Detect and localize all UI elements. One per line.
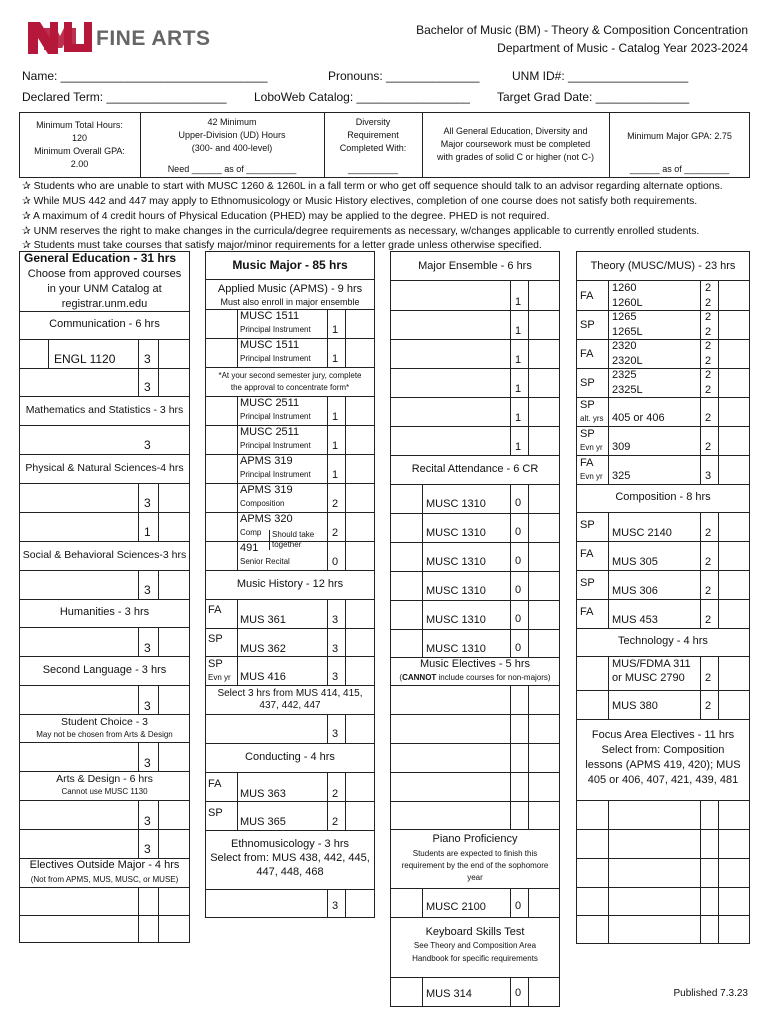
math-credit: 3: [144, 438, 151, 452]
principal-instrument-a: Principal Instrument: [240, 325, 311, 334]
ud-line1: 42 Minimum: [207, 117, 257, 127]
physical-sciences-heading: Physical & Natural Sciences-4 hrs: [25, 462, 184, 474]
mus-361-credit: 3: [332, 614, 339, 626]
musc-1310-1: MUSC 1310: [426, 498, 486, 510]
gened-title: General Education - 31 hrs: [24, 251, 177, 265]
page-subtitle: Department of Music - Catalog Year 2023-2024: [497, 41, 748, 55]
mus-306-credit: 2: [705, 585, 712, 597]
mus-361: MUS 361: [240, 614, 286, 626]
musc-1260l: 1260L: [612, 297, 643, 309]
mus-405-credit: 2: [705, 412, 712, 424]
piano-note-2: requirement by the end of the sophomore: [401, 861, 549, 870]
ethno-credit: 3: [332, 900, 339, 912]
mus-325: 325: [612, 470, 631, 482]
theory-fa-2: FA: [580, 348, 594, 360]
min-total-value: 120: [71, 133, 88, 143]
musc-2325: 2325: [612, 369, 637, 381]
comp-label: Comp: [240, 528, 262, 537]
senior-recital-label: Senior Recital: [240, 557, 290, 566]
piano-note-1: Students are expected to finish this: [412, 849, 538, 858]
diversity-line3: Completed With:: [339, 143, 407, 153]
engl-1120: ENGL 1120: [54, 352, 116, 366]
musc-1310-3: MUSC 1310: [426, 556, 486, 568]
musc-2320: 2320: [612, 340, 637, 352]
keyboard-note-1: See Theory and Composition Area: [413, 941, 537, 950]
music-history-heading: Music History - 12 hrs: [236, 578, 344, 590]
technology-heading: Technology - 4 hrs: [618, 635, 708, 647]
mus-405-406: 405 or 406: [612, 412, 665, 424]
principal-instrument-b: Principal Instrument: [240, 354, 311, 363]
mus-309-credit: 2: [705, 441, 712, 453]
keyboard-skills-heading: Keyboard Skills Test: [425, 926, 525, 938]
history-sp: SP: [208, 633, 223, 645]
applied-music-heading: Applied Music (APMS) - 9 hrs: [217, 283, 363, 295]
phys-credit-1: 1: [144, 525, 151, 539]
ensemble-credit-5: 1: [515, 412, 522, 424]
musc-2511-b-credit: 1: [332, 440, 339, 452]
apms-491-credit: 0: [332, 556, 339, 568]
ud-need-field[interactable]: Need ______ as of __________: [167, 164, 297, 174]
musc-1265l-credit: 2: [705, 326, 712, 338]
mus-325-credit: 3: [705, 470, 712, 482]
musc-1310-6-credit: 0: [515, 642, 522, 654]
together-note: together: [272, 540, 302, 549]
apms-319-b: APMS 319: [240, 484, 293, 496]
major-ensemble-heading: Major Ensemble - 6 hrs: [418, 260, 532, 272]
diversity-line1: Diversity: [355, 117, 391, 127]
mus-380-credit: 2: [705, 700, 712, 712]
target-grad-field[interactable]: Target Grad Date: ______________: [497, 90, 690, 104]
ensemble-credit-2: 1: [515, 325, 522, 337]
min-total-label: Minimum Total Hours:: [36, 120, 123, 130]
gened-sub1: Choose from approved courses: [27, 268, 182, 280]
gen-line1: All General Education, Diversity and: [443, 126, 588, 136]
mus-314-credit: 0: [515, 987, 522, 999]
mus-416-credit: 3: [332, 671, 339, 683]
musc-1310-5-credit: 0: [515, 613, 522, 625]
history-sp-2: SP: [208, 658, 223, 670]
jury-note-2: the approval to concentrate form*: [230, 383, 350, 392]
theory-sp-3: SP: [580, 399, 595, 411]
focus-line-2: Select from: Composition: [601, 744, 725, 756]
history-even-year: Evn yr: [208, 673, 231, 682]
language-heading: Second Language - 3 hrs: [42, 664, 167, 676]
musc-1310-2-credit: 0: [515, 526, 522, 538]
musc-2100-credit: 0: [515, 900, 522, 912]
declared-term-field[interactable]: Declared Term: __________________: [22, 90, 227, 104]
gen-line2: Major coursework must be completed: [440, 139, 591, 149]
theory-fa-1: FA: [580, 290, 594, 302]
piano-note-3: year: [467, 873, 483, 882]
comp-sp-2: SP: [580, 577, 595, 589]
note-5: ✰ Students must take courses that satisfy major/minor requirements for a letter grade unless otherwise specified.: [22, 240, 542, 251]
musc-1310-4-credit: 0: [515, 584, 522, 596]
major-gpa-field[interactable]: ______ as of _________: [629, 164, 730, 174]
choice-credit: 3: [144, 756, 151, 770]
math-heading: Mathematics and Statistics - 3 hrs: [25, 404, 184, 416]
music-electives-note: (CANNOT include courses for non-majors): [399, 673, 551, 682]
gened-sub3: registrar.unm.edu: [61, 298, 148, 310]
lang-credit: 3: [144, 699, 151, 713]
should-take-note: Should take: [272, 530, 315, 539]
principal-instrument-c: Principal Instrument: [240, 412, 311, 421]
tech-1-credit: 2: [705, 672, 712, 684]
musc-1310-3-credit: 0: [515, 555, 522, 567]
keyboard-note-2: Handbook for specific requirements: [412, 954, 538, 963]
musc-2325l: 2325L: [612, 384, 643, 396]
recital-attendance-heading: Recital Attendance - 6 CR: [411, 463, 539, 475]
fine-arts-logo-text: FINE ARTS: [96, 27, 211, 50]
arts-note: Cannot use MUSC 1130: [61, 787, 148, 796]
musc-2511-a: MUSC 2511: [240, 397, 300, 409]
musc-2325l-credit: 2: [705, 384, 712, 396]
theory-alt-years: alt. yrs: [580, 414, 604, 423]
theory-even-year-1: Evn yr: [580, 443, 603, 452]
unm-logo-icon: [26, 18, 92, 58]
name-field[interactable]: Name: _______________________________: [22, 69, 268, 83]
mus-363-credit: 2: [332, 788, 339, 800]
apms-320-credit: 2: [332, 527, 339, 539]
composition-heading: Composition - 8 hrs: [615, 491, 711, 503]
mus-309: 309: [612, 441, 631, 453]
comp-sp-1: SP: [580, 519, 595, 531]
musc-1260-credit: 2: [705, 282, 712, 294]
diversity-line2: Requirement: [347, 130, 399, 140]
arts-credit-1: 3: [144, 814, 151, 828]
apms-320: APMS 320: [240, 513, 293, 525]
musc-1511-b-credit: 1: [332, 353, 339, 365]
mus-362-credit: 3: [332, 643, 339, 655]
min-gpa-label: Minimum Overall GPA:: [34, 146, 125, 156]
theory-column: [576, 251, 750, 944]
musc-1265-credit: 2: [705, 311, 712, 323]
musc-2100: MUSC 2100: [426, 901, 486, 913]
piano-proficiency-heading: Piano Proficiency: [432, 833, 518, 845]
musc-1511-a: MUSC 1511: [240, 310, 300, 322]
mus-453-credit: 2: [705, 614, 712, 626]
musc-1260: 1260: [612, 282, 637, 294]
mus-416: MUS 416: [240, 671, 286, 683]
electives-note: (Not from APMS, MUS, MUSC, or MUSE): [30, 875, 179, 884]
ensemble-credit-6: 1: [515, 441, 522, 453]
theory-even-year-2: Evn yr: [580, 472, 603, 481]
musc-1310-4: MUSC 1310: [426, 585, 486, 597]
theory-fa-3: FA: [580, 457, 594, 469]
musc-2140-credit: 2: [705, 527, 712, 539]
musc-2325-credit: 2: [705, 369, 712, 381]
musc-2320l-credit: 2: [705, 355, 712, 367]
engl-credit: 3: [144, 352, 151, 366]
composition-label: Composition: [240, 499, 285, 508]
musc-2320l: 2320L: [612, 355, 643, 367]
jury-note-1: *At your second semester jury, complete: [218, 371, 362, 380]
ensemble-credit-4: 1: [515, 383, 522, 395]
mus-453: MUS 453: [612, 614, 658, 626]
note-2: ✰ While MUS 442 and 447 may apply to Ethnomusicology or Music History electives, completion of one course does not satisfy both requirements.: [22, 196, 698, 207]
page-title: Bachelor of Music (BM) - Theory & Composition Concentration: [416, 23, 748, 37]
mus-365-credit: 2: [332, 816, 339, 828]
mus-363: MUS 363: [240, 788, 286, 800]
musc-1310-2: MUSC 1310: [426, 527, 486, 539]
ethno-select-2: 447, 448, 468: [256, 866, 324, 878]
unm-id-field[interactable]: UNM ID#: __________________: [512, 69, 689, 83]
electives-heading: Electives Outside Major - 4 hrs: [29, 859, 180, 871]
published-date: Published 7.3.23: [673, 988, 748, 999]
musc-2511-b: MUSC 2511: [240, 426, 300, 438]
humanities-heading: Humanities - 3 hrs: [59, 606, 150, 618]
theory-heading: Theory (MUSC/MUS) - 23 hrs: [590, 260, 736, 272]
mus-362: MUS 362: [240, 643, 286, 655]
musc-1265: 1265: [612, 311, 637, 323]
musc-1310-5: MUSC 1310: [426, 614, 486, 626]
phys-credit-3: 3: [144, 496, 151, 510]
note-1: ✰ Students who are unable to start with MUSC 1260 & 1260L in a fall term or who get off sequence should talk to an advisor regarding alternate options.: [22, 181, 723, 192]
comm2-credit: 3: [144, 380, 151, 394]
major-gpa-label: Minimum Major GPA: 2.75: [627, 131, 732, 141]
ethno-select-1: Select from: MUS 438, 442, 445,: [210, 852, 370, 864]
mus-305: MUS 305: [612, 556, 658, 568]
history-elective-credit: 3: [332, 728, 339, 740]
ensemble-credit-3: 1: [515, 354, 522, 366]
apms-491: 491: [240, 542, 259, 554]
musc-2790: or MUSC 2790: [612, 672, 685, 684]
applied-music-note: Must also enroll in major ensemble: [220, 297, 360, 307]
history-fa: FA: [208, 604, 222, 616]
student-choice-note: May not be chosen from Arts & Design: [36, 730, 173, 739]
communication-heading: Communication - 6 hrs: [49, 318, 160, 330]
history-select-1: Select 3 hrs from MUS 414, 415,: [217, 688, 363, 699]
gen-line3: with grades of solid C or higher (not C-): [436, 152, 595, 162]
conducting-sp: SP: [208, 807, 223, 819]
ud-line2: Upper-Division (UD) Hours: [178, 130, 286, 140]
arts-heading: Arts & Design - 6 hrs: [56, 773, 153, 785]
conducting-heading: Conducting - 4 hrs: [245, 751, 335, 763]
musc-1310-6: MUSC 1310: [426, 643, 486, 655]
musc-1310-1-credit: 0: [515, 497, 522, 509]
musc-2320-credit: 2: [705, 340, 712, 352]
mus-314: MUS 314: [426, 988, 472, 1000]
mus-305-credit: 2: [705, 556, 712, 568]
social-sciences-heading: Social & Behavioral Sciences-3 hrs: [22, 549, 187, 561]
focus-line-3: lessons (APMS 419, 420); MUS: [585, 759, 741, 771]
music-electives-heading: Music Electives - 5 hrs: [419, 658, 531, 670]
musc-1511-b: MUSC 1511: [240, 339, 300, 351]
ud-line3: (300- and 400-level): [191, 143, 273, 153]
apms-319-a: APMS 319: [240, 455, 293, 467]
musc-1511-a-credit: 1: [332, 324, 339, 336]
loboweb-catalog-field[interactable]: LoboWeb Catalog: _________________: [254, 90, 470, 104]
conducting-fa: FA: [208, 778, 222, 790]
musc-1265l: 1265L: [612, 326, 643, 338]
focus-heading: Focus Area Electives - 11 hrs: [591, 729, 735, 741]
principal-instrument-e: Principal Instrument: [240, 470, 311, 479]
mus-fdma-311: MUS/FDMA 311: [612, 658, 691, 670]
history-select-2: 437, 442, 447: [259, 700, 321, 711]
pronouns-field[interactable]: Pronouns: ______________: [328, 69, 480, 83]
mus-365: MUS 365: [240, 816, 286, 828]
musc-2511-a-credit: 1: [332, 411, 339, 423]
theory-sp-2: SP: [580, 377, 595, 389]
hum-credit: 3: [144, 641, 151, 655]
gened-sub2: in your UNM Catalog at: [47, 283, 162, 295]
note-4: ✰ UNM reserves the right to make changes in the curricula/degree requirements as necessary, w/changes applicable to currently enrolled students.: [22, 226, 700, 237]
student-choice-heading: Student Choice - 3: [61, 716, 148, 728]
diversity-field[interactable]: __________: [347, 164, 399, 174]
mus-306: MUS 306: [612, 585, 658, 597]
ethno-heading: Ethnomusicology - 3 hrs: [231, 838, 349, 850]
min-gpa-value: 2.00: [70, 159, 89, 169]
music-major-title: Music Major - 85 hrs: [232, 258, 348, 272]
arts-credit-2: 3: [144, 842, 151, 856]
comp-fa-2: FA: [580, 606, 594, 618]
theory-sp-1: SP: [580, 319, 595, 331]
comp-fa-1: FA: [580, 548, 594, 560]
principal-instrument-d: Principal Instrument: [240, 441, 311, 450]
focus-line-4: 405 or 406, 407, 421, 439, 481: [587, 774, 739, 786]
theory-sp-4: SP: [580, 428, 595, 440]
mus-380: MUS 380: [612, 700, 658, 712]
ensemble-credit-1: 1: [515, 296, 522, 308]
musc-2140: MUSC 2140: [612, 527, 672, 539]
apms-319-b-credit: 2: [332, 498, 339, 510]
social-credit: 3: [144, 583, 151, 597]
apms-319-a-credit: 1: [332, 469, 339, 481]
note-3: ✰ A maximum of 4 credit hours of Physical Education (PHED) may be applied to the degree. PHED is not required.: [22, 211, 550, 222]
musc-1260l-credit: 2: [705, 297, 712, 309]
